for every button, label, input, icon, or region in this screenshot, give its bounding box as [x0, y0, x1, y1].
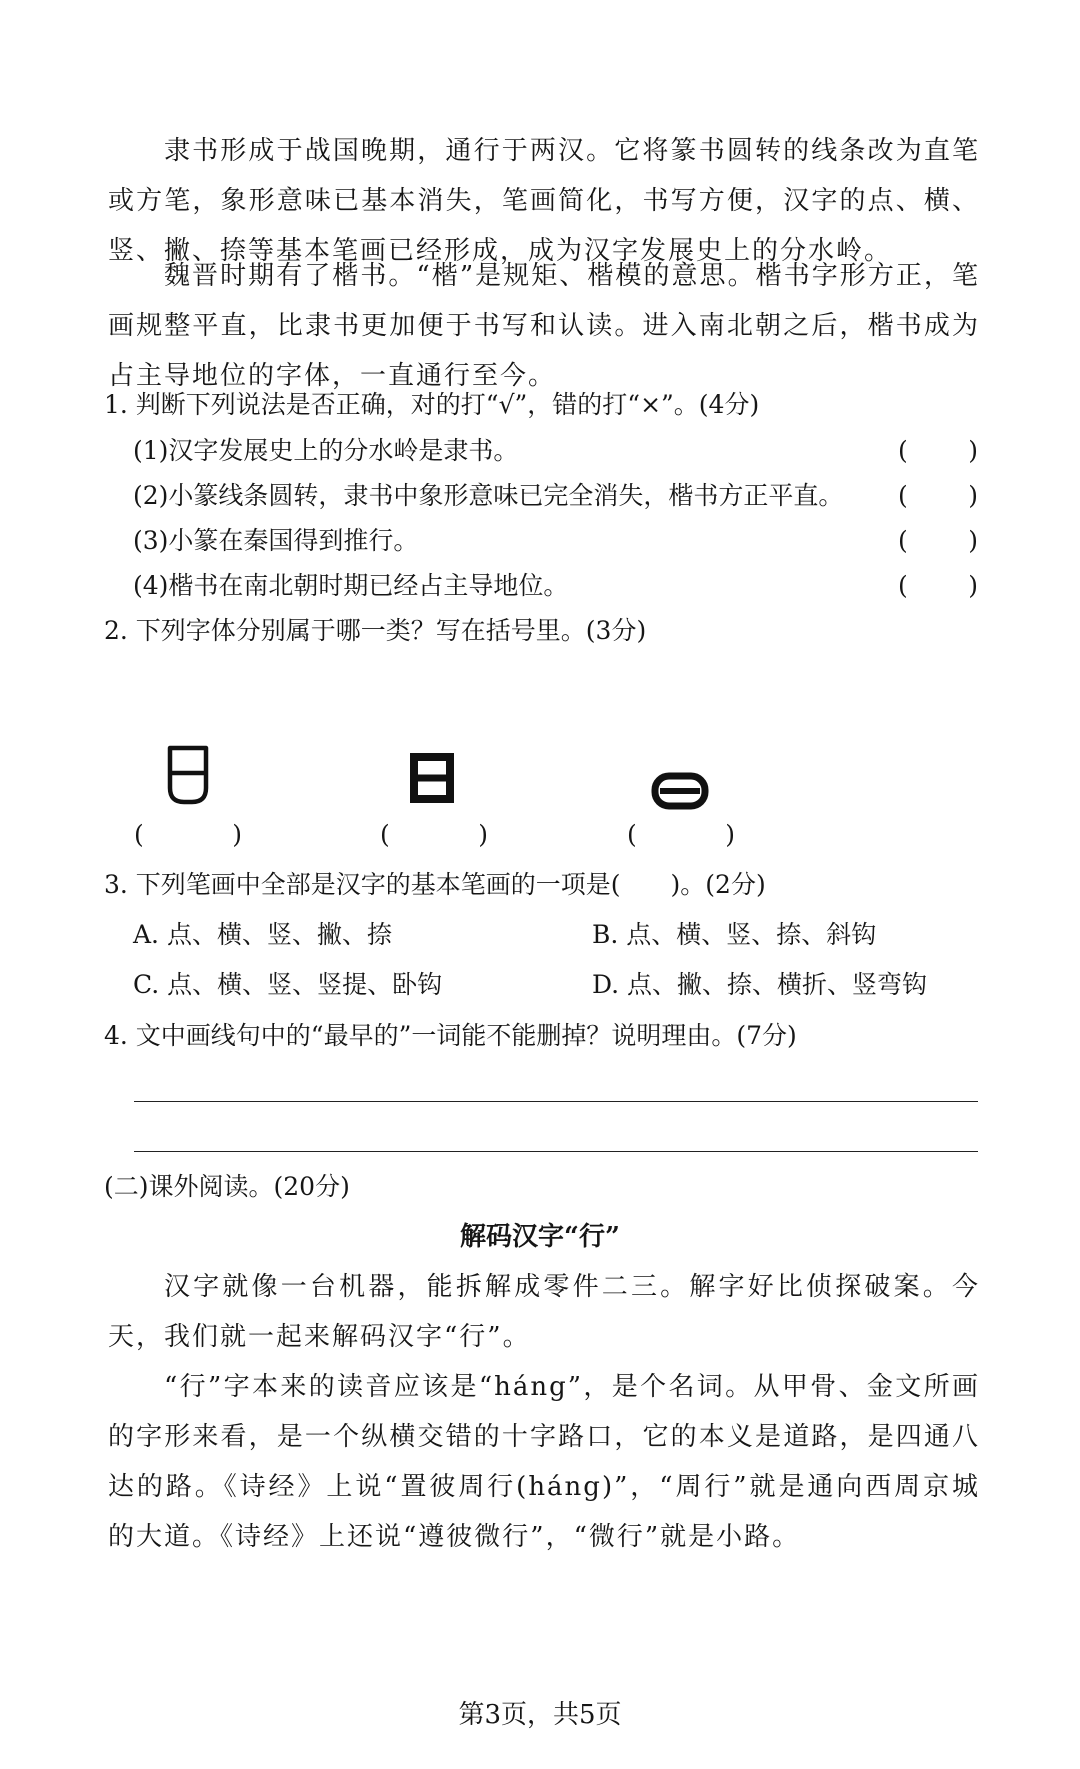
q3-option-c[interactable]: C. 点、横、竖、竖提、卧钩	[133, 970, 443, 999]
clerical-script-ri-icon	[409, 752, 457, 804]
q3-option-a[interactable]: A. 点、横、竖、撇、捺	[133, 920, 392, 949]
question-3-stem: 3. 下列笔画中全部是汉字的基本笔画的一项是( )。(2分)	[104, 870, 766, 899]
section-2-heading: (二)课外阅读。(20分)	[104, 1172, 350, 1201]
q3-option-d[interactable]: D. 点、撇、捺、横折、竖弯钩	[592, 970, 928, 999]
question-1-stem: 1. 判断下列说法是否正确，对的打“√”，错的打“×”。(4分)	[104, 390, 760, 419]
page-number: 第3页，共5页	[458, 1700, 622, 1730]
q1-item-4: (4)楷书在南北朝时期已经占主导地位。	[133, 571, 569, 600]
bronze-script-ri-icon	[650, 771, 710, 811]
question-4-stem: 4. 文中画线句中的“最早的”一词能不能删掉？说明理由。(7分)	[104, 1021, 797, 1050]
article-title: 解码汉字“行”	[460, 1222, 620, 1252]
q1-item-3: (3)小篆在秦国得到推行。	[133, 526, 419, 555]
q1-answer-blank-4[interactable]: ( )	[898, 571, 978, 600]
q1-item-2: (2)小篆线条圆转，隶书中象形意味已完全消失，楷书方正平直。	[133, 481, 844, 510]
q2-answer-blank-1[interactable]: ( )	[134, 820, 242, 849]
seal-script-ri-icon	[164, 744, 212, 806]
question-2-stem: 2. 下列字体分别属于哪一类？写在括号里。(3分)	[104, 616, 647, 645]
article-paragraph-1: 汉字就像一台机器，能拆解成零件二三。解字好比侦探破案。今天，我们就一起来解码汉字“行”。	[108, 1272, 980, 1352]
q4-answer-line-1[interactable]	[134, 1101, 978, 1102]
q4-answer-line-2[interactable]	[134, 1151, 978, 1152]
q1-answer-blank-2[interactable]: ( )	[898, 481, 978, 510]
q1-answer-blank-3[interactable]: ( )	[898, 526, 978, 555]
passage-paragraph-1: 隶书形成于战国晚期，通行于两汉。它将篆书圆转的线条改为直笔或方笔，象形意味已基本消失，笔画简化，书写方便，汉字的点、横、竖、撇、捺等基本笔画已经形成，成为汉字发展史上的分水岭。	[108, 136, 980, 266]
q1-item-1: (1)汉字发展史上的分水岭是隶书。	[133, 436, 519, 465]
q2-answer-blank-3[interactable]: ( )	[627, 820, 735, 849]
q2-answer-blank-2[interactable]: ( )	[380, 820, 488, 849]
passage-paragraph-2: 魏晋时期有了楷书。“楷”是规矩、楷模的意思。楷书字形方正，笔画规整平直，比隶书更加便于书写和认读。进入南北朝之后，楷书成为占主导地位的字体，一直通行至今。	[108, 261, 980, 391]
article-paragraph-2: “行”字本来的读音应该是“háng”，是个名词。从甲骨、金文所画的字形来看，是一个纵横交错的十字路口，它的本义是道路，是四通八达的路。《诗经》上说“置彼周行(háng)”，“周行”就是通向西周京城的大道。《诗经》上还说“遵彼微行”，“微行”就是小路。	[108, 1372, 980, 1552]
q1-answer-blank-1[interactable]: ( )	[898, 436, 978, 465]
q3-option-b[interactable]: B. 点、横、竖、捺、斜钩	[592, 920, 877, 949]
